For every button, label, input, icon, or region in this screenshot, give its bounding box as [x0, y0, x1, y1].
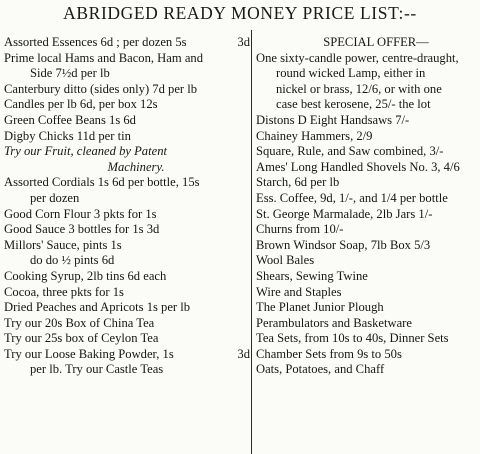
- price-line: Chainey Hammers, 2/9: [256, 128, 373, 143]
- price-line: Try our Fruit, cleaned by Patent: [4, 144, 167, 159]
- price-line: Candles per lb 6d, per box 12s: [4, 97, 158, 112]
- price-line: Perambulators and Basketware: [256, 315, 412, 330]
- price-line: per dozen: [30, 190, 80, 205]
- price-line: Wool Bales: [256, 253, 315, 268]
- price-line: do do ½ pints 6d: [30, 253, 115, 268]
- price-line: Green Coffee Beans 1s 6d: [4, 112, 136, 127]
- price-line: Canterbury ditto (sides only) 7d per lb: [4, 81, 198, 96]
- price-line: round wicked Lamp, either in: [276, 66, 426, 81]
- price-line: Brown Windsor Soap, 7lb Box 5/3: [256, 237, 431, 252]
- price-line: Good Sauce 3 bottles for 1s 3d: [4, 222, 160, 237]
- price-line: Churns from 10/-: [256, 222, 344, 237]
- price-line: Good Corn Flour 3 pkts for 1s: [4, 206, 157, 221]
- left-column: [4, 35, 250, 378]
- price-line: Wire and Staples: [256, 284, 342, 299]
- price-line: Assorted Essences 6d ; per dozen 5s 3d: [4, 35, 250, 49]
- column-divider: [251, 30, 252, 454]
- special-offer-heading: SPECIAL OFFER—: [323, 35, 429, 49]
- price-line: Distons D Eight Handsaws 7/-: [256, 112, 410, 127]
- price-line: Machinery.: [107, 159, 165, 174]
- price-line: Chamber Sets from 9s to 50s: [256, 346, 402, 361]
- price-line: One sixty-candle power, centre-draught,: [256, 50, 459, 65]
- price-line: Ames' Long Handled Shovels No. 3, 4/6: [256, 159, 460, 174]
- price-line: Ess. Coffee, 9d, 1/-, and 1/4 per bottle: [256, 190, 448, 205]
- page-title: ABRIDGED READY MONEY PRICE LIST:--: [63, 3, 417, 23]
- price-line: Oats, Potatoes, and Chaff: [256, 362, 385, 377]
- price-line: Side 7½d per lb: [30, 66, 110, 81]
- price-line: Digby Chicks 11d per tin: [4, 128, 131, 143]
- right-column: [256, 35, 478, 378]
- price-line: St. George Marmalade, 2lb Jars 1/-: [256, 206, 433, 221]
- price-line: Starch, 6d per lb: [256, 175, 340, 190]
- price-line: Try our 25s box of Ceylon Tea: [4, 331, 159, 346]
- price-line: per lb. Try our Castle Teas: [30, 362, 164, 377]
- price-line: Try our Loose Baking Powder, 1s 3d: [4, 346, 250, 361]
- price-line: Shears, Sewing Twine: [256, 268, 368, 283]
- price-line: nickel or brass, 12/6, or with one: [276, 81, 442, 96]
- price-line: Millors' Sauce, pints 1s: [4, 237, 122, 252]
- price-line: Dried Peaches and Apricots 1s per lb: [4, 300, 191, 315]
- price-line: Try our 20s Box of China Tea: [4, 315, 155, 330]
- price-line: Assorted Cordials 1s 6d per bottle, 15s: [4, 175, 200, 190]
- price-line: Square, Rule, and Saw combined, 3/-: [256, 144, 444, 159]
- price-line: Tea Sets, from 10s to 40s, Dinner Sets: [256, 331, 449, 346]
- price-line: Prime local Hams and Bacon, Ham and: [4, 50, 203, 65]
- price-line: The Planet Junior Plough: [256, 300, 384, 315]
- price-line: case best kerosene, 25/- the lot: [276, 97, 431, 112]
- price-line: Cocoa, three pkts for 1s: [4, 284, 124, 299]
- price-line: Cooking Syrup, 2lb tins 6d each: [4, 268, 167, 283]
